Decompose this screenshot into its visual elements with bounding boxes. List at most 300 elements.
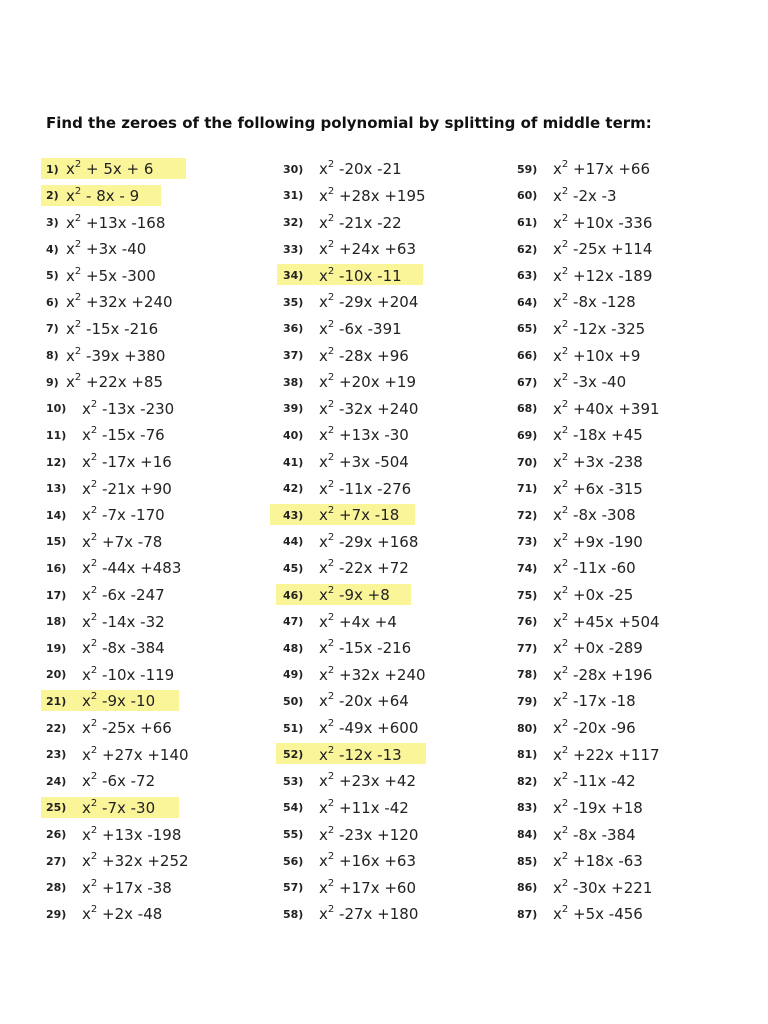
polynomial-expression [82, 772, 155, 790]
exponent: 2 [90, 452, 98, 463]
variable-x: x [66, 186, 75, 205]
polynomial-terms: +32x +240 [81, 293, 173, 312]
polynomial-terms: -22x +72 [334, 559, 409, 578]
problem-number: 68) [517, 402, 538, 416]
problem-row [517, 262, 660, 289]
polynomial-terms: -9x +8 [334, 586, 390, 605]
polynomial-expression [553, 373, 626, 391]
polynomial-terms: -49x +600 [334, 719, 419, 738]
polynomial-terms: -20x -96 [568, 719, 636, 738]
polynomial-expression [553, 666, 652, 684]
problem-row [283, 209, 426, 236]
problem-row [283, 848, 426, 875]
polynomial-expression [553, 746, 660, 764]
polynomial-expression [319, 214, 402, 232]
polynomial-terms: -7x -30 [97, 798, 156, 817]
problem-row [283, 289, 426, 316]
polynomial-expression [319, 426, 409, 444]
problem-number: 38) [283, 375, 304, 389]
variable-x: x [553, 399, 562, 418]
problem-row [46, 741, 189, 768]
problem-row [46, 768, 189, 795]
polynomial-terms: -23x +120 [334, 825, 419, 844]
exponent: 2 [74, 345, 82, 357]
polynomial-expression [553, 320, 645, 338]
polynomial-terms: -10x -11 [334, 266, 402, 285]
exponent: 2 [561, 585, 569, 597]
problem-number: 48) [283, 641, 304, 655]
exponent: 2 [561, 904, 569, 916]
exponent: 2 [327, 505, 335, 517]
polynomial-terms: +9x -190 [568, 532, 643, 551]
problem-number: 21) [46, 694, 67, 708]
problem-row [283, 821, 426, 848]
variable-x: x [319, 213, 328, 232]
variable-x: x [66, 160, 75, 179]
problem-row [517, 795, 660, 822]
problem-row [46, 156, 189, 183]
polynomial-expression [553, 240, 652, 258]
variable-x: x [319, 160, 328, 179]
problem-number: 49) [283, 668, 304, 682]
polynomial-terms: -20x +64 [334, 692, 409, 711]
problem-number: 87) [517, 907, 538, 921]
problem-row [46, 555, 189, 582]
variable-x: x [553, 665, 562, 684]
problem-number: 73) [517, 535, 538, 549]
exponent: 2 [561, 611, 569, 623]
problem-row [517, 316, 660, 343]
exponent: 2 [74, 185, 82, 197]
problem-row [283, 741, 426, 768]
polynomial-expression [553, 426, 643, 444]
problem-number: 41) [283, 455, 304, 469]
variable-x: x [553, 373, 562, 392]
variable-x: x [319, 772, 328, 791]
problem-row [46, 795, 189, 822]
variable-x: x [553, 745, 562, 764]
polynomial-expression [319, 533, 418, 551]
polynomial-terms: +17x -38 [97, 878, 172, 897]
polynomial-expression [319, 639, 411, 657]
polynomial-expression [319, 905, 418, 923]
variable-x: x [319, 719, 328, 738]
exponent: 2 [561, 877, 569, 889]
problem-number: 66) [517, 349, 538, 363]
problem-row [46, 262, 189, 289]
variable-x: x [553, 852, 562, 871]
polynomial-expression [66, 160, 153, 178]
variable-x: x [319, 665, 328, 684]
polynomial-expression [319, 692, 409, 710]
problem-number: 84) [517, 828, 538, 842]
exponent: 2 [561, 318, 569, 330]
problem-number: 77) [517, 641, 538, 655]
polynomial-terms: +27x +140 [97, 745, 189, 764]
problem-row [46, 289, 189, 316]
polynomial-terms: -20x -21 [334, 160, 402, 179]
problem-row [517, 582, 660, 609]
polynomial-terms: -14x -32 [97, 612, 165, 631]
problem-number: 7) [46, 322, 59, 336]
polynomial-expression [82, 613, 165, 631]
polynomial-terms: -2x -3 [568, 186, 617, 205]
problem-number: 51) [283, 721, 304, 735]
exponent: 2 [561, 398, 569, 410]
variable-x: x [319, 240, 328, 259]
problem-row [517, 821, 660, 848]
problem-number: 1) [46, 162, 59, 176]
polynomial-terms: -8x -384 [568, 825, 636, 844]
problem-row [283, 608, 426, 635]
problem-number: 32) [283, 216, 304, 230]
polynomial-expression [553, 506, 636, 524]
problem-number: 50) [283, 694, 304, 708]
exponent: 2 [90, 425, 98, 437]
problem-number: 36) [283, 322, 304, 336]
polynomial-expression [319, 480, 411, 498]
variable-x: x [553, 798, 562, 817]
exponent: 2 [90, 771, 98, 783]
problem-row [46, 848, 189, 875]
problem-row [46, 821, 189, 848]
exponent: 2 [327, 558, 335, 570]
polynomial-expression [319, 879, 416, 897]
variable-x: x [319, 798, 328, 817]
polynomial-expression [319, 453, 409, 471]
polynomial-expression [553, 267, 652, 285]
problem-number: 35) [283, 295, 304, 309]
problem-number: 6) [46, 295, 59, 309]
problem-number: 4) [46, 242, 59, 256]
polynomial-expression [319, 160, 402, 178]
polynomial-terms: +16x +63 [334, 852, 416, 871]
exponent: 2 [561, 718, 569, 730]
variable-x: x [82, 878, 91, 897]
variable-x: x [553, 479, 562, 498]
polynomial-terms: +17x +60 [334, 878, 416, 897]
problem-number: 33) [283, 242, 304, 256]
variable-x: x [319, 692, 328, 711]
polynomial-expression [319, 187, 426, 205]
exponent: 2 [561, 265, 569, 277]
polynomial-terms: +13x -198 [97, 825, 182, 844]
problem-number: 17) [46, 588, 67, 602]
variable-x: x [319, 559, 328, 578]
problem-number: 40) [283, 428, 304, 442]
polynomial-terms: + 5x + 6 [81, 160, 154, 179]
problem-number: 3) [46, 216, 59, 230]
problem-row [283, 236, 426, 263]
problem-row [283, 901, 426, 928]
variable-x: x [553, 293, 562, 312]
variable-x: x [553, 586, 562, 605]
problem-number: 47) [283, 615, 304, 629]
problem-row [46, 236, 189, 263]
variable-x: x [319, 905, 328, 924]
problem-number: 74) [517, 561, 538, 575]
exponent: 2 [327, 478, 335, 490]
polynomial-expression [82, 506, 165, 524]
variable-x: x [319, 852, 328, 871]
polynomial-expression [553, 772, 636, 790]
problem-row [517, 635, 660, 662]
polynomial-expression [553, 400, 660, 418]
problem-number: 18) [46, 615, 67, 629]
variable-x: x [553, 346, 562, 365]
problem-number: 16) [46, 561, 67, 575]
exponent: 2 [74, 318, 82, 330]
polynomial-expression [553, 347, 640, 365]
polynomial-terms: -32x +240 [334, 399, 419, 418]
variable-x: x [553, 719, 562, 738]
polynomial-terms: -28x +196 [568, 665, 653, 684]
variable-x: x [82, 772, 91, 791]
exponent: 2 [561, 159, 569, 171]
polynomial-terms: +11x -42 [334, 798, 409, 817]
problem-row [283, 422, 426, 449]
variable-x: x [82, 506, 91, 525]
polynomial-expression [553, 187, 617, 205]
polynomial-terms: -12x -13 [334, 745, 402, 764]
polynomial-expression [553, 559, 636, 577]
polynomial-terms: -8x -384 [97, 639, 165, 658]
variable-x: x [82, 692, 91, 711]
polynomial-expression [553, 214, 652, 232]
polynomial-expression [66, 320, 158, 338]
exponent: 2 [327, 585, 335, 597]
exponent: 2 [561, 771, 569, 783]
exponent: 2 [327, 239, 335, 251]
polynomial-terms: +23x +42 [334, 772, 416, 791]
problem-row [283, 342, 426, 369]
variable-x: x [82, 852, 91, 871]
exponent: 2 [90, 638, 98, 650]
exponent: 2 [327, 212, 335, 224]
exponent: 2 [561, 664, 569, 676]
exponent: 2 [90, 904, 98, 916]
polynomial-terms: -12x -325 [568, 319, 646, 338]
problem-row [46, 475, 189, 502]
polynomial-expression [82, 426, 165, 444]
polynomial-terms: -15x -216 [81, 319, 159, 338]
polynomial-terms: -25x +114 [568, 240, 653, 259]
variable-x: x [319, 825, 328, 844]
problem-number: 10) [46, 402, 67, 416]
polynomial-expression [319, 267, 402, 285]
variable-x: x [319, 532, 328, 551]
exponent: 2 [327, 292, 335, 304]
polynomial-expression [319, 586, 390, 604]
polynomial-expression [319, 799, 409, 817]
exponent: 2 [90, 585, 98, 597]
variable-x: x [82, 586, 91, 605]
exponent: 2 [327, 372, 335, 384]
problem-number: 5) [46, 269, 59, 283]
exponent: 2 [74, 212, 82, 224]
polynomial-expression [319, 506, 399, 524]
polynomial-terms: -10x -119 [97, 665, 175, 684]
polynomial-expression [66, 187, 139, 205]
polynomial-terms: +7x -18 [334, 506, 400, 525]
variable-x: x [82, 532, 91, 551]
exponent: 2 [561, 185, 569, 197]
variable-x: x [553, 213, 562, 232]
variable-x: x [553, 772, 562, 791]
polynomial-terms: -19x +18 [568, 798, 643, 817]
problem-row [517, 688, 660, 715]
problem-row [517, 422, 660, 449]
polynomial-expression [82, 639, 165, 657]
problem-row [517, 741, 660, 768]
polynomial-terms: +28x +195 [334, 186, 426, 205]
exponent: 2 [561, 505, 569, 517]
polynomial-terms: -15x -76 [97, 426, 165, 445]
polynomial-terms: -17x -18 [568, 692, 636, 711]
problem-row [46, 874, 189, 901]
polynomial-expression [319, 719, 418, 737]
variable-x: x [66, 346, 75, 365]
polynomial-expression [553, 293, 636, 311]
variable-x: x [319, 399, 328, 418]
polynomial-terms: +17x +66 [568, 160, 650, 179]
polynomial-expression [66, 267, 156, 285]
polynomial-terms: +5x -300 [81, 266, 156, 285]
exponent: 2 [327, 691, 335, 703]
polynomial-terms: +3x -238 [568, 453, 643, 471]
polynomial-terms: +7x -78 [97, 532, 163, 551]
polynomial-terms: -7x -170 [97, 506, 165, 525]
variable-x: x [553, 692, 562, 711]
problem-number: 81) [517, 748, 538, 762]
variable-x: x [82, 453, 91, 471]
polynomial-terms: -11x -276 [334, 479, 412, 498]
problem-row [46, 316, 189, 343]
variable-x: x [82, 719, 91, 738]
polynomial-terms: +5x -456 [568, 905, 643, 924]
problem-row [517, 236, 660, 263]
problem-row [517, 209, 660, 236]
problem-number: 76) [517, 615, 538, 629]
problem-row [517, 848, 660, 875]
polynomial-expression [319, 559, 409, 577]
exponent: 2 [90, 718, 98, 730]
polynomial-expression [82, 799, 155, 817]
polynomial-expression [66, 347, 165, 365]
polynomial-terms: +12x -189 [568, 266, 653, 285]
problem-row [283, 715, 426, 742]
polynomial-expression [319, 240, 416, 258]
polynomial-terms: -11x -42 [568, 772, 636, 791]
polynomial-expression [553, 852, 643, 870]
exponent: 2 [561, 425, 569, 437]
polynomial-expression [319, 320, 402, 338]
variable-x: x [66, 213, 75, 232]
polynomial-expression [553, 160, 650, 178]
problem-column [517, 156, 660, 928]
polynomial-expression [553, 826, 636, 844]
exponent: 2 [561, 851, 569, 863]
polynomial-terms: +18x -63 [568, 852, 643, 871]
polynomial-expression [82, 586, 165, 604]
problem-number: 59) [517, 162, 538, 176]
exponent: 2 [327, 345, 335, 357]
exponent: 2 [327, 904, 335, 916]
problem-row [46, 369, 189, 396]
problem-number: 56) [283, 854, 304, 868]
polynomial-terms: -6x -391 [334, 319, 402, 338]
variable-x: x [82, 665, 91, 684]
problem-number: 45) [283, 561, 304, 575]
polynomial-expression [319, 666, 426, 684]
variable-x: x [553, 186, 562, 205]
polynomial-terms: +2x -48 [97, 905, 163, 924]
exponent: 2 [327, 851, 335, 863]
variable-x: x [319, 745, 328, 764]
problem-number: 52) [283, 748, 304, 762]
problem-row [283, 688, 426, 715]
polynomial-terms: +0x -289 [568, 639, 643, 658]
variable-x: x [319, 586, 328, 605]
problem-number: 63) [517, 269, 538, 283]
problem-column [283, 156, 426, 928]
exponent: 2 [327, 638, 335, 650]
exponent: 2 [561, 372, 569, 384]
problem-number: 34) [283, 269, 304, 283]
polynomial-terms: +10x -336 [568, 213, 653, 232]
polynomial-terms: -21x +90 [97, 479, 172, 498]
problem-row [517, 183, 660, 210]
problem-number: 62) [517, 242, 538, 256]
polynomial-expression [319, 293, 418, 311]
problem-number: 65) [517, 322, 538, 336]
polynomial-expression [553, 613, 660, 631]
problem-row [283, 555, 426, 582]
polynomial-expression [319, 852, 416, 870]
problem-row [46, 688, 189, 715]
problem-row [517, 662, 660, 689]
polynomial-terms: -17x +16 [97, 453, 172, 471]
polynomial-expression [66, 373, 163, 391]
polynomial-expression [553, 719, 636, 737]
exponent: 2 [327, 718, 335, 730]
variable-x: x [553, 426, 562, 445]
polynomial-terms: -39x +380 [81, 346, 166, 365]
problem-row [46, 635, 189, 662]
exponent: 2 [90, 664, 98, 676]
polynomial-expression [82, 826, 181, 844]
exponent: 2 [90, 824, 98, 836]
problem-row [283, 449, 426, 476]
exponent: 2 [90, 851, 98, 863]
problem-number: 67) [517, 375, 538, 389]
exponent: 2 [327, 771, 335, 783]
polynomial-terms: -21x -22 [334, 213, 402, 232]
polynomial-terms: -8x -128 [568, 293, 636, 312]
exponent: 2 [561, 239, 569, 251]
exponent: 2 [74, 292, 82, 304]
problem-number: 15) [46, 535, 67, 549]
polynomial-terms: +13x -30 [334, 426, 409, 445]
problem-number: 53) [283, 774, 304, 788]
variable-x: x [319, 506, 328, 525]
exponent: 2 [327, 531, 335, 543]
variable-x: x [553, 160, 562, 179]
problem-number: 14) [46, 508, 67, 522]
problem-row [46, 529, 189, 556]
polynomial-terms: - 8x - 9 [81, 186, 140, 205]
exponent: 2 [561, 797, 569, 809]
